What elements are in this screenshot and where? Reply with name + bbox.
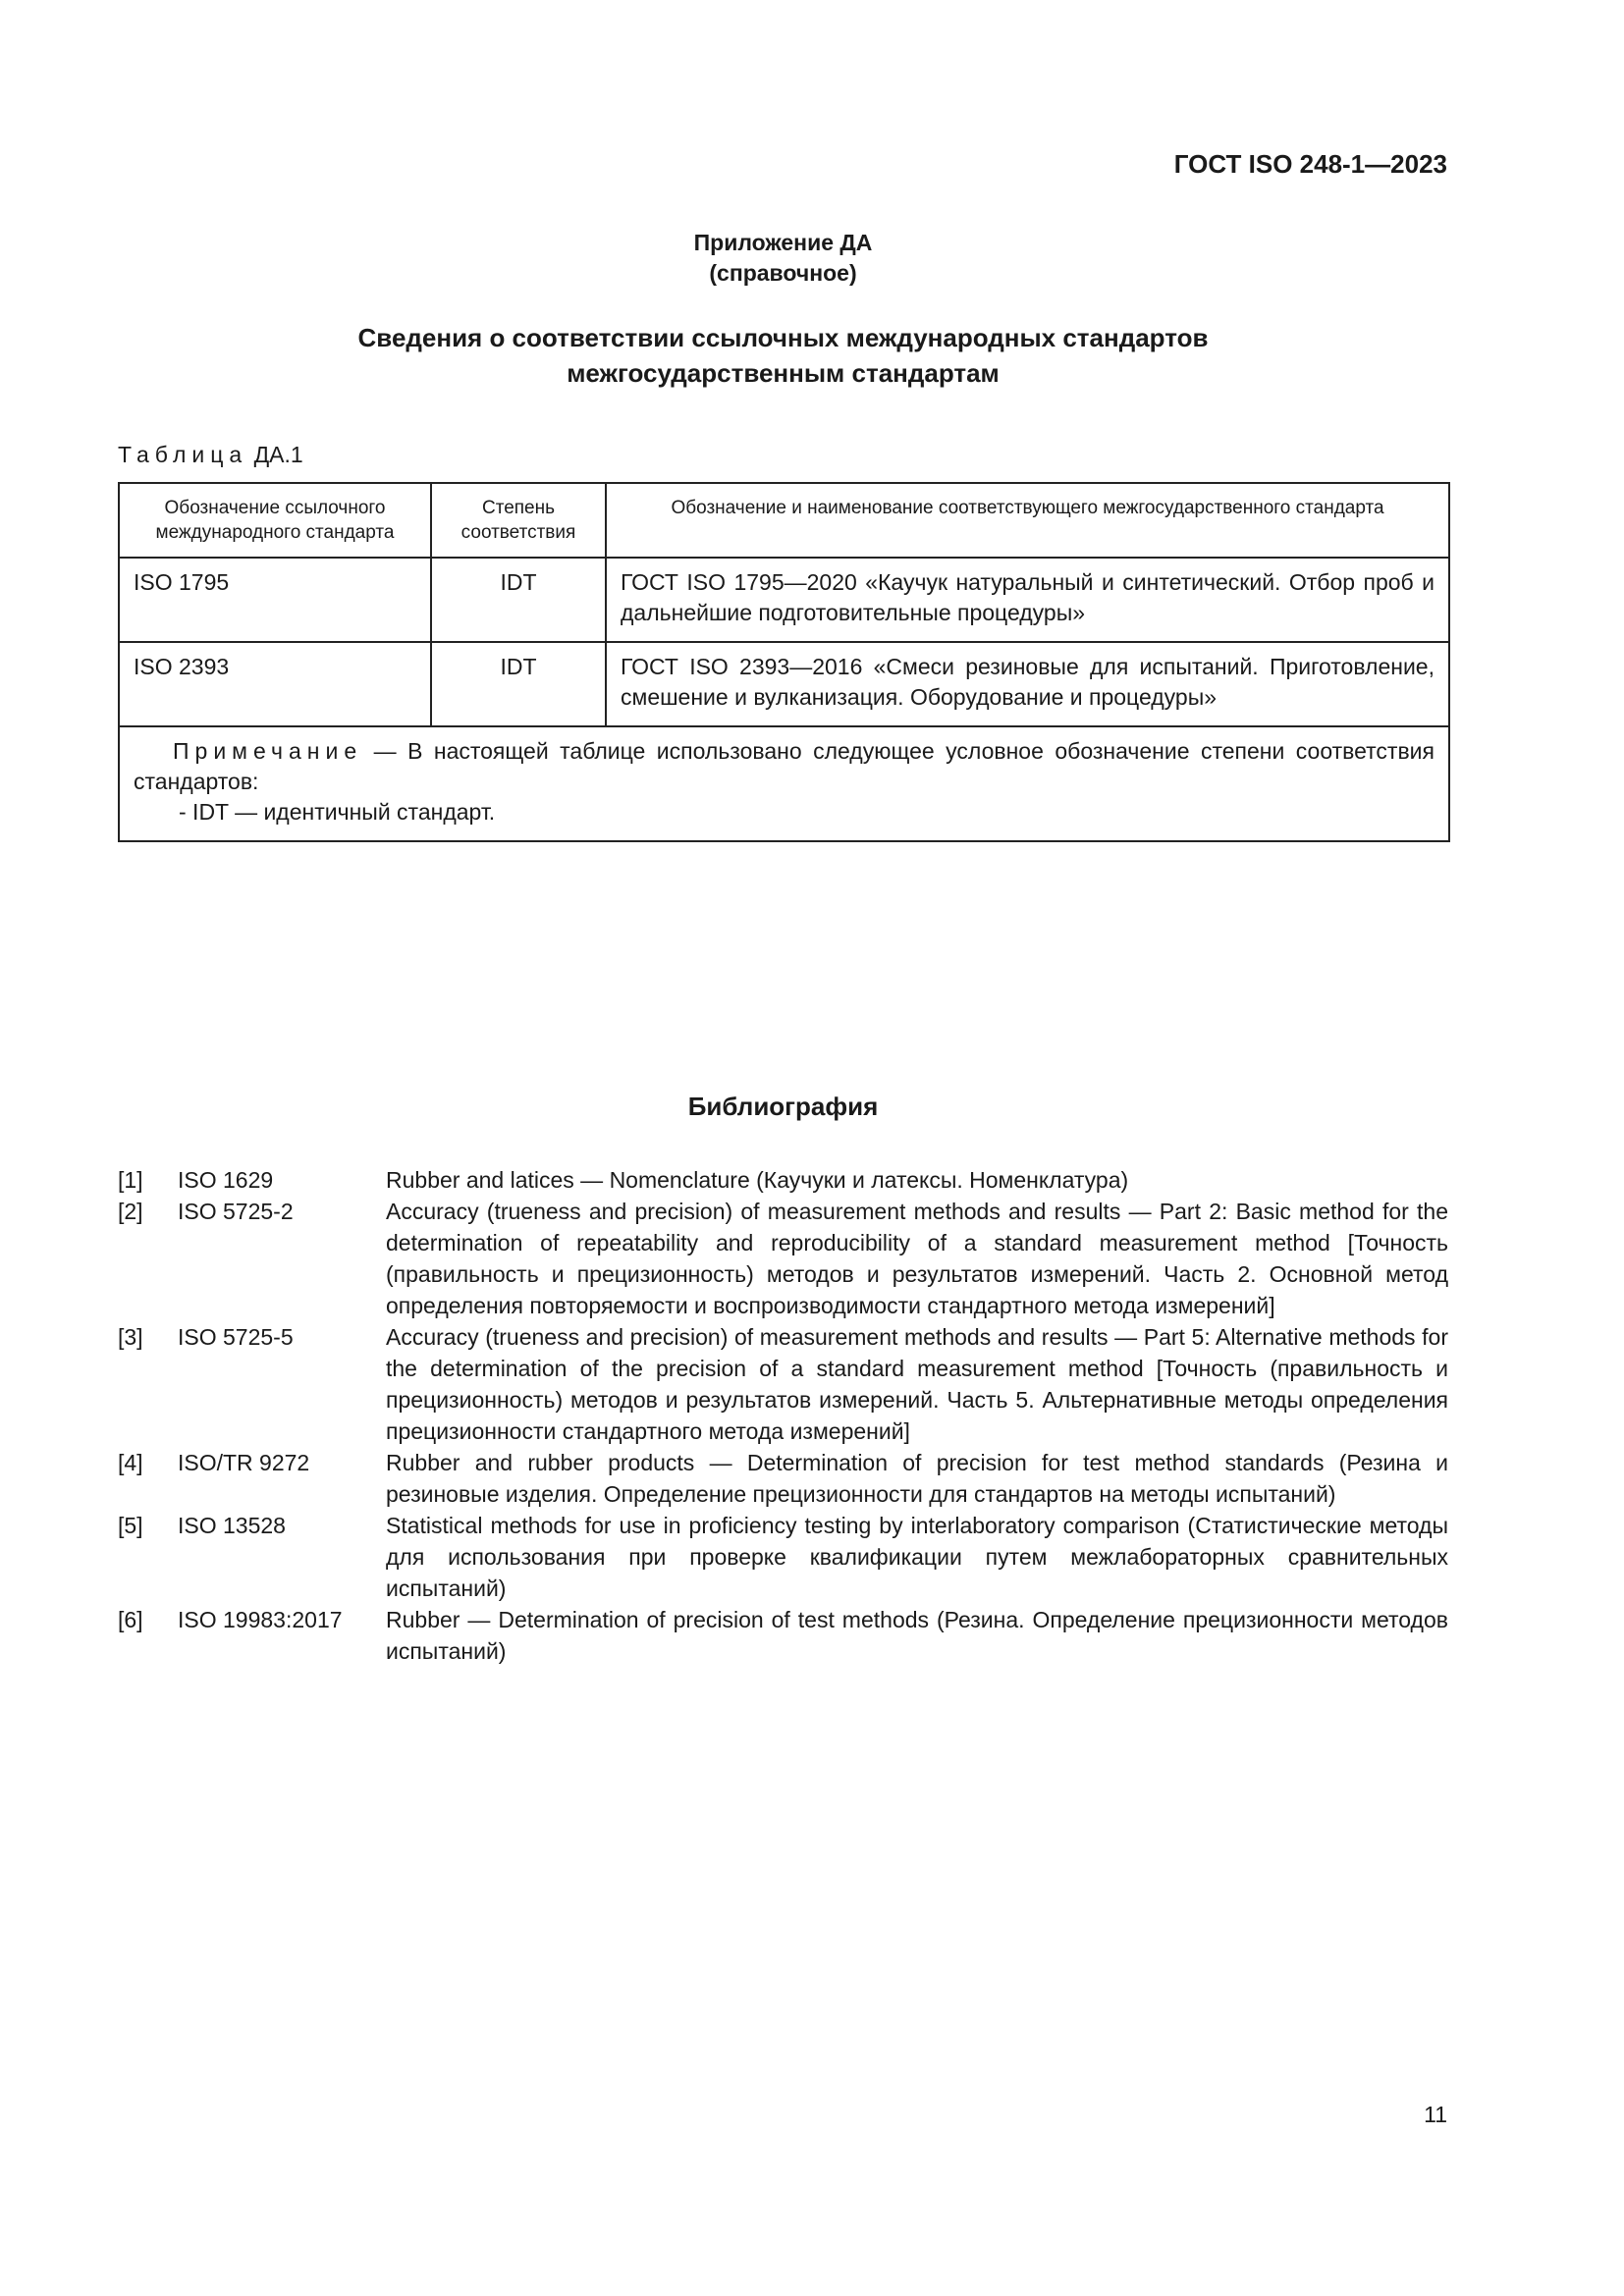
table-caption-word: Таблица bbox=[118, 442, 248, 467]
cell-international-standard: ISO 2393 bbox=[119, 642, 431, 726]
cell-international-standard: ISO 1795 bbox=[119, 558, 431, 642]
page-number: 11 bbox=[1424, 2102, 1447, 2127]
column-header-degree: Степень соответствия bbox=[431, 483, 606, 558]
table-note-lead: Примечание bbox=[173, 738, 363, 764]
table-row bbox=[119, 642, 1449, 726]
bibliography-item bbox=[118, 1164, 1448, 1196]
table-note-text bbox=[134, 736, 1435, 797]
appendix-label: Приложение ДА bbox=[693, 230, 873, 255]
appendix-type: (справочное) bbox=[709, 260, 857, 286]
appendix-title-line-1: Сведения о соответствии ссылочных международных стандартов bbox=[357, 323, 1209, 352]
bibliography-item-number: [2] bbox=[118, 1199, 143, 1224]
bibliography-item-number: [3] bbox=[118, 1324, 143, 1350]
bibliography-item-number: [1] bbox=[118, 1167, 143, 1193]
bibliography-list bbox=[118, 1164, 1448, 1667]
column-header-national-standard: Обозначение и наименование соответствующего межгосударственного стандарта bbox=[606, 483, 1449, 558]
table-row bbox=[119, 558, 1449, 642]
table-note-row bbox=[119, 726, 1449, 841]
bibliography-item-code: ISO/TR 9272 bbox=[178, 1450, 310, 1475]
bibliography-item bbox=[118, 1604, 1448, 1667]
cell-degree: IDT bbox=[431, 642, 606, 726]
bibliography-item-title: Accuracy (trueness and precision) of measurement methods and results — Part 5: Alternative methods for the determination of the precision of a standard measurement method [Точность (правильность и прецизионность) методов и результатов измерений. Часть 5. Альтернативные методы определения прецизионности стандартного метода измерений] bbox=[386, 1324, 1448, 1444]
bibliography-heading: Библиография bbox=[687, 1092, 879, 1121]
bibliography-item-code: ISO 5725-2 bbox=[178, 1199, 294, 1224]
bibliography-item-title: Statistical methods for use in proficiency testing by interlaboratory comparison (Статистические методы для использования при проверке квалификации путем межлабораторных сравнительных испытаний) bbox=[386, 1513, 1448, 1601]
correspondence-table bbox=[118, 482, 1450, 842]
table-caption bbox=[118, 442, 303, 468]
bibliography-item-title: Rubber and rubber products — Determination of precision for test method standards (Резина и резиновые изделия. Определение прецизионности для стандартов на методы испытаний) bbox=[386, 1450, 1448, 1507]
table-caption-number: ДА.1 bbox=[253, 442, 303, 467]
table-note-item: - IDT — идентичный стандарт. bbox=[179, 799, 496, 825]
cell-degree: IDT bbox=[431, 558, 606, 642]
appendix-label-block bbox=[0, 228, 1566, 289]
bibliography-item-code: ISO 19983:2017 bbox=[178, 1607, 343, 1632]
bibliography-item-number: [4] bbox=[118, 1450, 143, 1475]
bibliography-item-code: ISO 13528 bbox=[178, 1513, 286, 1538]
column-header-international-standard: Обозначение ссылочного международного стандарта bbox=[119, 483, 431, 558]
appendix-title-line-2: межгосударственным стандартам bbox=[567, 358, 1000, 388]
document-code-header: ГОСТ ISO 248-1—2023 bbox=[1173, 149, 1447, 179]
cell-national-standard: ГОСТ ISO 1795—2020 «Каучук натуральный и синтетический. Отбор проб и дальнейшие подготовительные процедуры» bbox=[606, 558, 1449, 642]
bibliography-item bbox=[118, 1510, 1448, 1604]
bibliography-item-code: ISO 1629 bbox=[178, 1167, 274, 1193]
table-header-row bbox=[119, 483, 1449, 558]
table-note bbox=[119, 726, 1449, 841]
bibliography-item-title: Accuracy (trueness and precision) of measurement methods and results — Part 2: Basic method for the determination of repeatability and reproducibility of a standard measurement method [Точность (правильность и прецизионность) методов и результатов измерений. Часть 2. Основной метод определения повторяемости и воспроизводимости стандартного метода измерений] bbox=[386, 1199, 1448, 1318]
bibliography-item-title: Rubber and latices — Nomenclature (Каучуки и латексы. Номенклатура) bbox=[386, 1167, 1129, 1193]
cell-national-standard: ГОСТ ISO 2393—2016 «Смеси резиновые для испытаний. Приготовление, смешение и вулканизация. Оборудование и процедуры» bbox=[606, 642, 1449, 726]
bibliography-item-code: ISO 5725-5 bbox=[178, 1324, 294, 1350]
appendix-title bbox=[0, 320, 1566, 391]
bibliography-item bbox=[118, 1447, 1448, 1510]
bibliography-item-title: Rubber — Determination of precision of test methods (Резина. Определение прецизионности методов испытаний) bbox=[386, 1607, 1448, 1664]
bibliography-item bbox=[118, 1321, 1448, 1447]
table-note-body: — В настоящей таблице использовано следующее условное обозначение степени соответствия стандартов: bbox=[134, 738, 1435, 794]
bibliography-item bbox=[118, 1196, 1448, 1321]
bibliography-item-number: [6] bbox=[118, 1607, 143, 1632]
bibliography-item-number: [5] bbox=[118, 1513, 143, 1538]
